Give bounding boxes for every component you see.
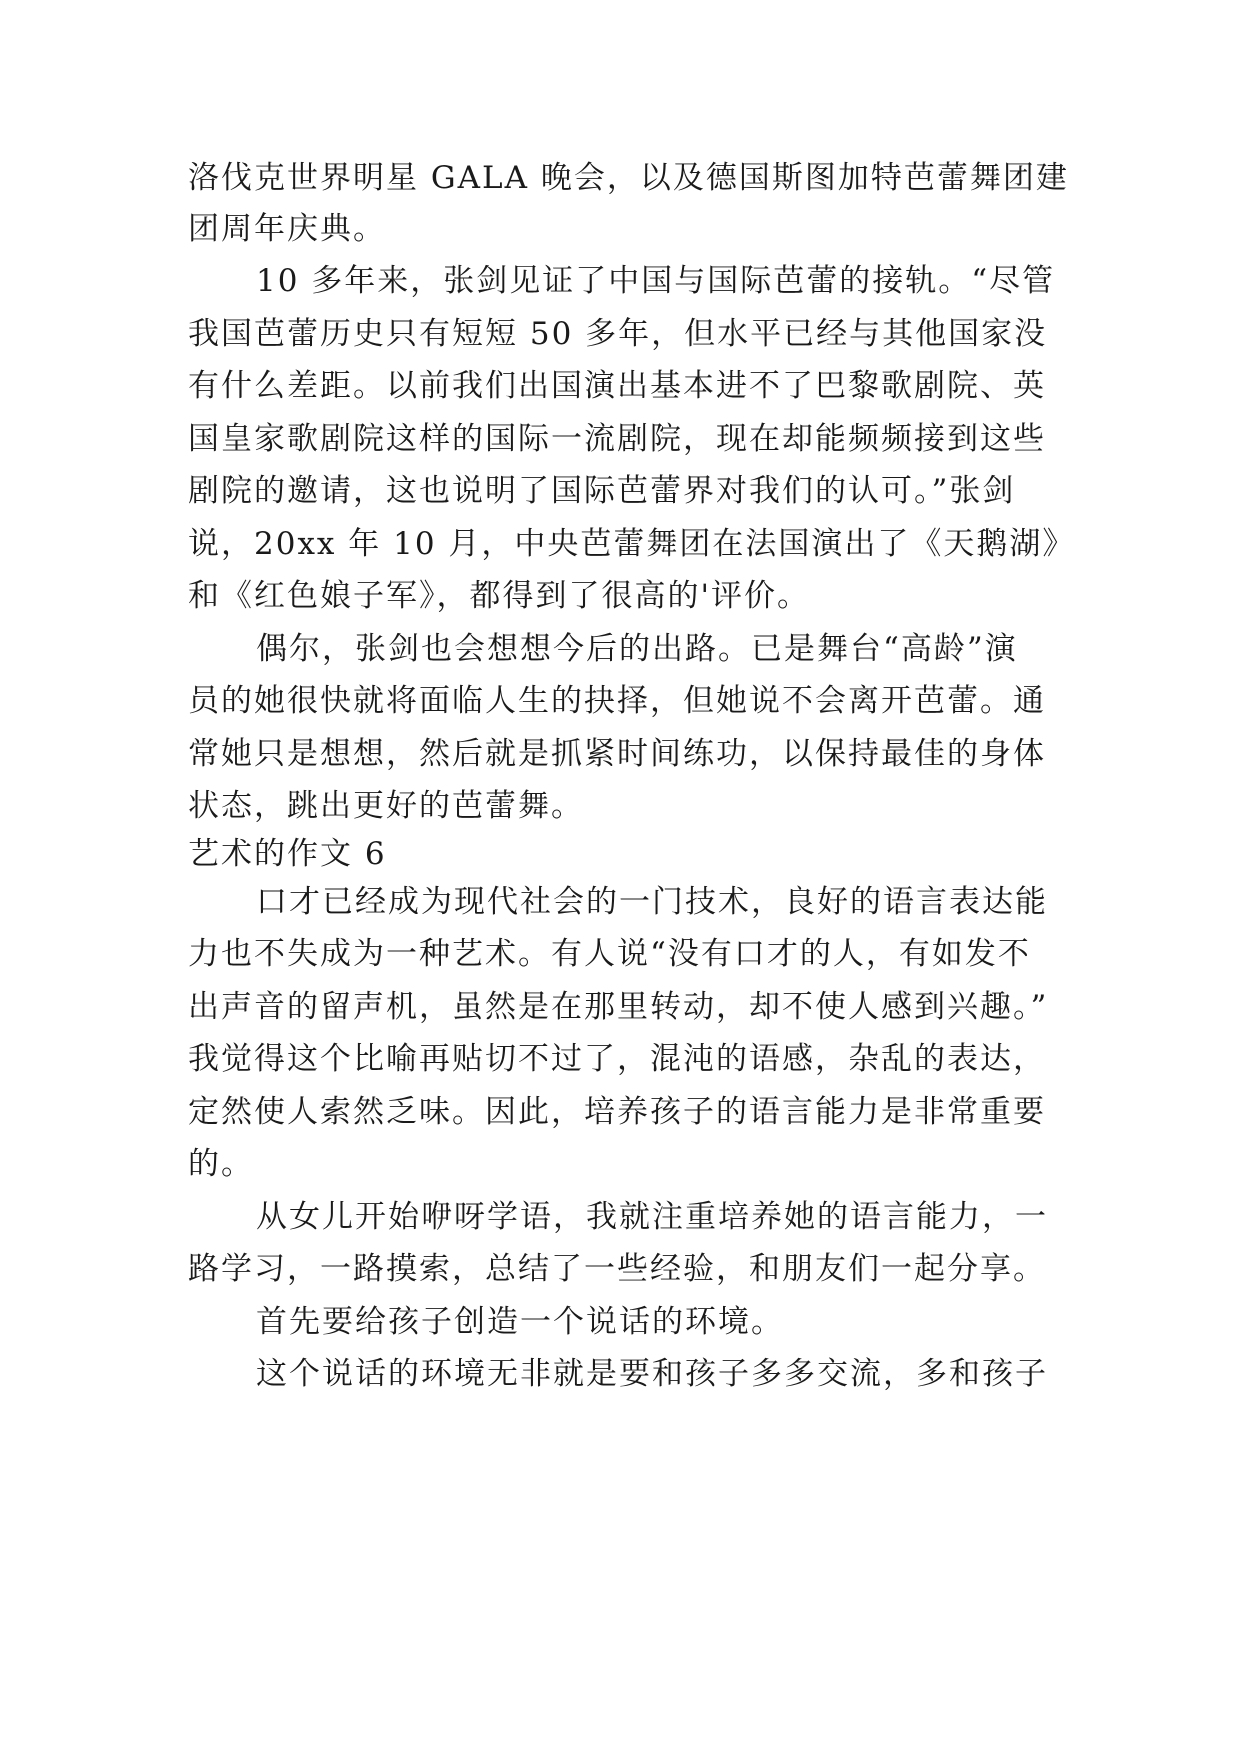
paragraph-start-line: 10 多年来，张剑见证了中国与国际芭蕾的接轨。“尽管 xyxy=(256,263,1056,299)
paragraph-start-line: 这个说话的环境无非就是要和孩子多多交流，多和孩子 xyxy=(256,1356,1048,1392)
text-line: 常她只是想想，然后就是抓紧时间练功，以保持最佳的身体 xyxy=(188,736,1046,772)
paragraph-start-line: 口才已经成为现代社会的一门技术，良好的语言表达能 xyxy=(256,884,1048,920)
text-line: 国皇家歌剧院这样的国际一流剧院，现在却能频频接到这些 xyxy=(188,421,1046,457)
text-line: 出声音的留声机，虽然是在那里转动，却不使人感到兴趣。” xyxy=(188,989,1049,1025)
text-line: 剧院的邀请，这也说明了国际芭蕾界对我们的认可。”张剑 xyxy=(188,473,1016,509)
text-line: 的。 xyxy=(188,1146,254,1182)
text-line: 说，20xx 年 10 月，中央芭蕾舞团在法国演出了《天鹅湖》 xyxy=(188,526,1076,562)
text-line: 我国芭蕾历史只有短短 50 多年，但水平已经与其他国家没 xyxy=(188,316,1048,352)
text-line: 状态，跳出更好的芭蕾舞。 xyxy=(188,788,584,824)
text-line: 员的她很快就将面临人生的抉择，但她说不会离开芭蕾。通 xyxy=(188,683,1046,719)
paragraph-start-line: 偶尔，张剑也会想想今后的出路。已是舞台“高龄”演 xyxy=(256,631,1018,667)
text-line: 团周年庆典。 xyxy=(188,211,386,247)
text-line: 路学习，一路摸索，总结了一些经验，和朋友们一起分享。 xyxy=(188,1251,1046,1287)
text-line: 定然使人索然乏味。因此，培养孩子的语言能力是非常重要 xyxy=(188,1094,1046,1130)
text-line: 力也不失成为一种艺术。有人说“没有口才的人，有如发不 xyxy=(188,936,1031,972)
paragraph-start-line: 首先要给孩子创造一个说话的环境。 xyxy=(256,1304,784,1340)
text-line: 我觉得这个比喻再贴切不过了，混沌的语感，杂乱的表达， xyxy=(188,1041,1046,1077)
section-heading: 艺术的作文 6 xyxy=(188,836,387,872)
text-line: 和《红色娘子军》，都得到了很高的'评价。 xyxy=(188,578,811,614)
text-line: 洛伐克世界明星 GALA 晚会，以及德国斯图加特芭蕾舞团建 xyxy=(188,160,1069,196)
text-line: 有什么差距。以前我们出国演出基本进不了巴黎歌剧院、英 xyxy=(188,368,1046,404)
paragraph-start-line: 从女儿开始咿呀学语，我就注重培养她的语言能力，一 xyxy=(256,1199,1048,1235)
